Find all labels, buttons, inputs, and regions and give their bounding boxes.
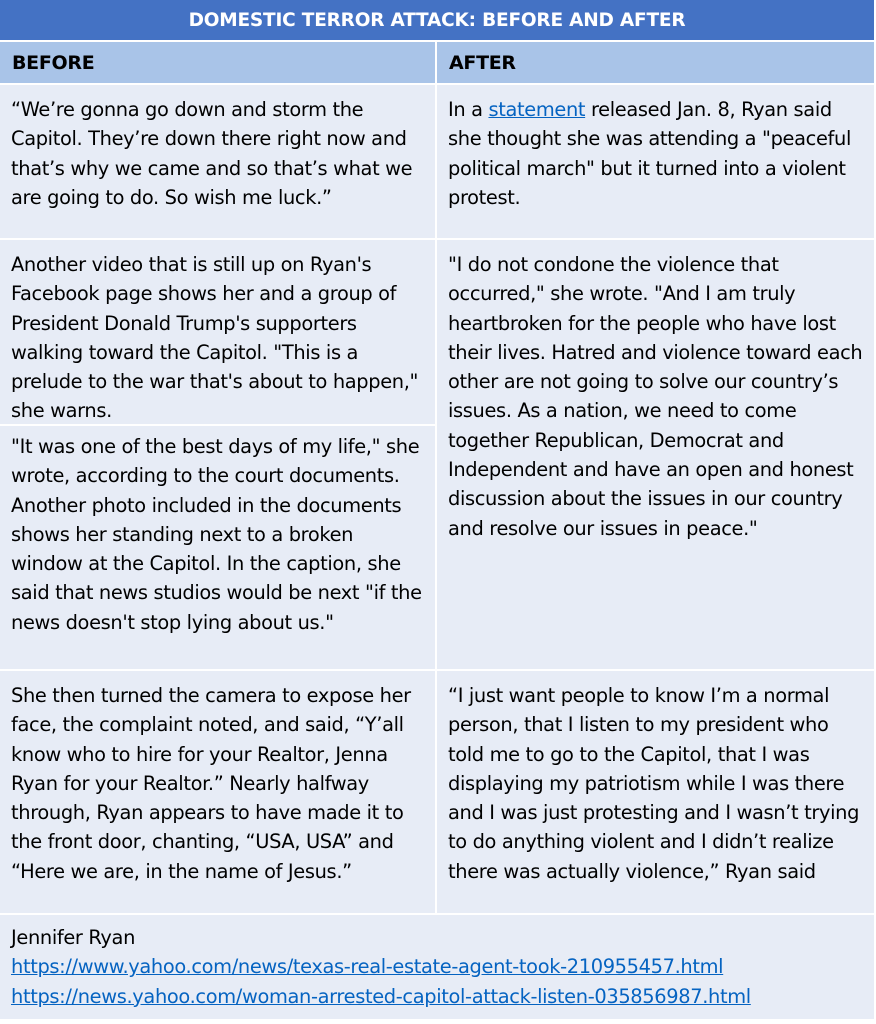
statement-link[interactable]: statement (488, 98, 586, 121)
row1-before-cell (0, 85, 435, 238)
source-link-2[interactable]: https://news.yahoo.com/woman-arrested-capitol-attack-listen-035856987.html (11, 984, 751, 1008)
row2-before-text-b: "It was one of the best days of my life," she wrote, according to the court documents. Another photo included in the documents shows her standing next to a broken window at the Capitol. In the caption, she said that news studios would be next "if the news doesn't stop lying about us." (11, 435, 422, 634)
row1-after-suffix: released Jan. 8, Ryan said she thought she was attending a "peaceful political march" but it turned into a violent protest. (448, 98, 851, 209)
header-before: BEFORE (0, 42, 435, 83)
row2-before-cell-b (0, 426, 435, 669)
row3-after-text: “I just want people to know I’m a normal person, that I listen to my president who told me to go to the Capitol, that I was displaying my patriotism while I was there and I was just protesting and I wasn’t trying to do anything violent and I didn’t realize there was actually violence,” Ryan said (448, 684, 860, 883)
row3-before-cell (0, 671, 435, 913)
row1-before-text: “We’re gonna go down and storm the Capitol. They’re down there right now and that’s why we came and so that’s what we are going to do. So wish me luck.” (11, 98, 413, 209)
header-after: AFTER (437, 42, 874, 83)
row1-after-cell (437, 85, 874, 238)
row2-before-cell-a (0, 240, 435, 424)
row3-before-text: She then turned the camera to expose her face, the complaint noted, and said, “Y’all know who to hire for your Realtor, Jenna Ryan for your Realtor.” Nearly halfway through, Ryan appears to have made it to the front door, chanting, “USA, USA” and “Here we are, in the name of Jesus.” (11, 684, 411, 883)
row1-after-prefix: In a (448, 98, 489, 121)
row2-before-text-a: Another video that is still up on Ryan's Facebook page shows her and a group of President Donald Trump's supporters walking toward the Capitol. "This is a prelude to the war that's about to happen," she warns. (11, 253, 419, 423)
row2-after-text: "I do not condone the violence that occurred," she wrote. "And I am truly heartbroken for the people who have lost their lives. Hatred and violence toward each other are not going to solve our country’s issues. As a nation, we need to come together Republican, Democrat and Independent and have an open and honest discussion about the issues in our country and resolve our issues in peace." (448, 253, 863, 540)
table-title: DOMESTIC TERROR ATTACK: BEFORE AND AFTER (0, 0, 874, 42)
row3-after-cell (437, 671, 874, 913)
source-link-1[interactable]: https://www.yahoo.com/news/texas-real-estate-agent-took-210955457.html (11, 955, 724, 979)
source-name: Jennifer Ryan (11, 926, 136, 949)
row2-after-cell (437, 240, 874, 669)
sources-footer (0, 915, 874, 1019)
